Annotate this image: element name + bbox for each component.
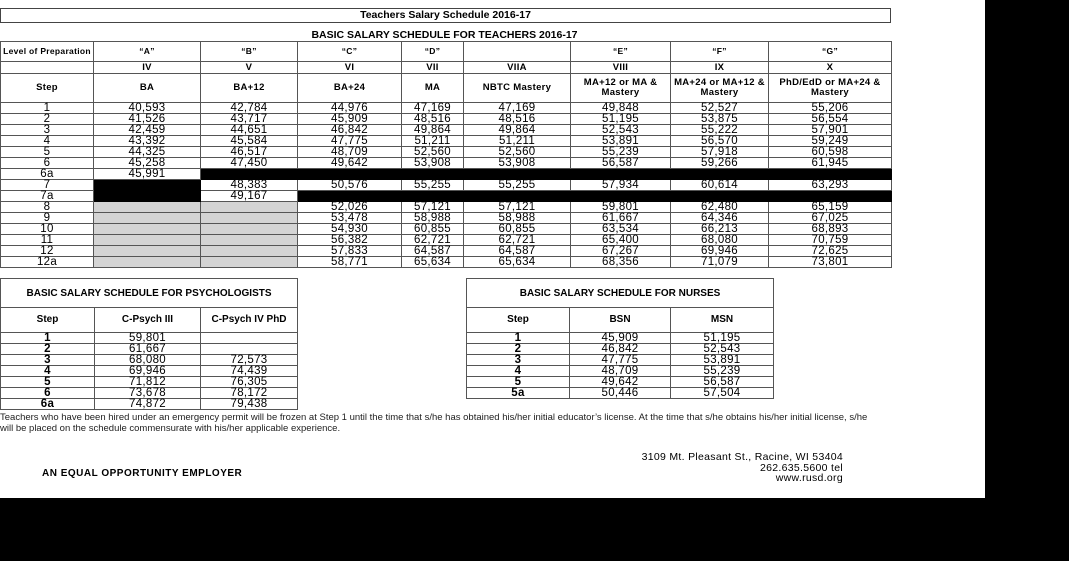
column-degree: BA+12: [201, 74, 298, 103]
salary-cell: 52,560: [464, 147, 571, 158]
salary-cell: 61,667: [571, 213, 671, 224]
salary-cell: 43,717: [201, 114, 298, 125]
column-letter: “F”: [671, 42, 769, 62]
level-of-preparation-label: Level of Preparation: [1, 42, 94, 62]
nurses-salary-table: [466, 278, 774, 399]
salary-cell: 57,918: [671, 147, 769, 158]
column-letter: “E”: [571, 42, 671, 62]
salary-cell: [201, 344, 298, 355]
salary-cell: 52,026: [298, 202, 402, 213]
table-row: [1, 366, 298, 377]
column-degree: PhD/EdD or MA+24 & Mastery: [769, 74, 892, 103]
column-roman-numeral: VIIA: [464, 62, 571, 74]
salary-cell: 56,570: [671, 136, 769, 147]
phone-line: 262.635.5600 tel: [759, 461, 843, 474]
salary-cell: 59,801: [571, 202, 671, 213]
table-row: [1, 191, 892, 202]
column-letter: “B”: [201, 42, 298, 62]
salary-cell: 71,079: [671, 257, 769, 268]
step-cell: 5: [1, 147, 94, 158]
salary-cell: 58,988: [464, 213, 571, 224]
salary-cell: 79,438: [201, 399, 298, 410]
psychologists-schedule-title: BASIC SALARY SCHEDULE FOR PSYCHOLOGISTS: [1, 279, 298, 308]
salary-cell: [201, 333, 298, 344]
salary-cell: 60,598: [769, 147, 892, 158]
column-header: Step: [467, 308, 570, 333]
column-degree: BA+24: [298, 74, 402, 103]
salary-cell: 64,587: [402, 246, 464, 257]
salary-cell: 48,516: [464, 114, 571, 125]
table-row: [1, 399, 298, 410]
unavailable-cell: [94, 224, 201, 235]
salary-cell: 46,842: [298, 125, 402, 136]
step-header: Step: [1, 74, 94, 103]
table-row: [467, 388, 774, 399]
unavailable-cell: [201, 235, 298, 246]
table-row: [1, 377, 298, 388]
column-letter: “C”: [298, 42, 402, 62]
table-row: [1, 388, 298, 399]
salary-cell: 53,908: [402, 158, 464, 169]
column-header: MSN: [671, 308, 774, 333]
table-row: [1, 344, 298, 355]
salary-cell: 78,172: [201, 388, 298, 399]
salary-cell: 57,121: [464, 202, 571, 213]
step-cell: 7: [1, 180, 94, 191]
salary-cell: 73,801: [769, 257, 892, 268]
salary-cell: 55,255: [464, 180, 571, 191]
step-cell: 5a: [467, 388, 570, 399]
salary-cell: 52,543: [571, 125, 671, 136]
step-cell: 3: [1, 355, 95, 366]
salary-cell: 51,195: [671, 333, 774, 344]
blacked-out-cell: [94, 191, 201, 202]
step-cell: 6: [1, 158, 94, 169]
salary-cell: 71,812: [95, 377, 201, 388]
salary-cell: 46,517: [201, 147, 298, 158]
equal-opportunity-statement: AN EQUAL OPPORTUNITY EMPLOYER: [42, 468, 243, 479]
salary-cell: 60,855: [402, 224, 464, 235]
column-roman-numeral: VII: [402, 62, 464, 74]
column-roman-numeral: VI: [298, 62, 402, 74]
salary-cell: 48,516: [402, 114, 464, 125]
salary-cell: 49,167: [201, 191, 298, 202]
salary-cell: 65,400: [571, 235, 671, 246]
salary-cell: 69,946: [95, 366, 201, 377]
salary-cell: 49,848: [571, 103, 671, 114]
salary-cell: 57,934: [571, 180, 671, 191]
salary-cell: 59,249: [769, 136, 892, 147]
salary-cell: 57,901: [769, 125, 892, 136]
step-cell: 10: [1, 224, 94, 235]
salary-cell: 56,587: [671, 377, 774, 388]
salary-cell: 68,356: [571, 257, 671, 268]
table-row: [467, 344, 774, 355]
table-row: [1, 147, 892, 158]
column-letter: “A”: [94, 42, 201, 62]
table-row: [467, 366, 774, 377]
table-row: [467, 333, 774, 344]
salary-cell: 52,527: [671, 103, 769, 114]
teachers-salary-table: [0, 41, 892, 268]
table-row: [1, 202, 892, 213]
salary-cell: 61,667: [95, 344, 201, 355]
roman-header-row: [1, 62, 892, 74]
salary-cell: 55,239: [571, 147, 671, 158]
salary-cell: 45,991: [94, 169, 201, 180]
column-degree: BA: [94, 74, 201, 103]
salary-cell: 54,930: [298, 224, 402, 235]
emergency-permit-note: Teachers who have been hired under an emergency permit will be frozen at Step 1 until the time that s/he has obtained his/her initial educator’s license. At the time that s/he obtains his/her initial license, s/he will be placed on the schedule commensurate with his/her applicable experience.: [0, 412, 868, 434]
district-contact: [520, 452, 843, 484]
blacked-out-cell: [201, 169, 892, 180]
salary-cell: 53,478: [298, 213, 402, 224]
salary-cell: 45,584: [201, 136, 298, 147]
salary-cell: 44,651: [201, 125, 298, 136]
salary-cell: 56,587: [571, 158, 671, 169]
step-cell: 1: [467, 333, 570, 344]
unavailable-cell: [94, 213, 201, 224]
table-row: [1, 180, 892, 191]
step-cell: 6a: [1, 399, 95, 410]
column-roman-numeral: IV: [94, 62, 201, 74]
table-row: [1, 333, 298, 344]
column-header: Step: [1, 308, 95, 333]
salary-cell: 55,239: [671, 366, 774, 377]
column-degree: MA: [402, 74, 464, 103]
salary-cell: 43,392: [94, 136, 201, 147]
salary-cell: 57,121: [402, 202, 464, 213]
step-cell: 12a: [1, 257, 94, 268]
salary-cell: 41,526: [94, 114, 201, 125]
table-row: [1, 114, 892, 125]
step-cell: 6: [1, 388, 95, 399]
step-cell: 1: [1, 333, 95, 344]
salary-cell: 46,842: [570, 344, 671, 355]
salary-cell: 63,534: [571, 224, 671, 235]
blank-header-cell: [1, 62, 94, 74]
step-cell: 8: [1, 202, 94, 213]
salary-cell: 45,258: [94, 158, 201, 169]
salary-cell: 60,614: [671, 180, 769, 191]
website-link[interactable]: www.rusd.org: [775, 472, 843, 484]
salary-cell: 58,988: [402, 213, 464, 224]
salary-cell: 48,709: [570, 366, 671, 377]
salary-cell: 65,634: [464, 257, 571, 268]
salary-cell: 42,459: [94, 125, 201, 136]
unavailable-cell: [94, 202, 201, 213]
step-cell: 12: [1, 246, 94, 257]
column-roman-numeral: V: [201, 62, 298, 74]
salary-cell: 51,211: [402, 136, 464, 147]
salary-cell: 72,625: [769, 246, 892, 257]
step-cell: 2: [467, 344, 570, 355]
column-letter: [464, 42, 571, 62]
salary-cell: 49,864: [402, 125, 464, 136]
column-degree: NBTC Mastery: [464, 74, 571, 103]
salary-cell: 64,346: [671, 213, 769, 224]
salary-cell: 76,305: [201, 377, 298, 388]
salary-cell: 68,080: [95, 355, 201, 366]
teachers-schedule-title: BASIC SALARY SCHEDULE FOR TEACHERS 2016-17: [311, 29, 578, 41]
salary-cell: 50,446: [570, 388, 671, 399]
column-header: C-Psych III: [95, 308, 201, 333]
salary-cell: 47,169: [402, 103, 464, 114]
salary-cell: 42,784: [201, 103, 298, 114]
salary-cell: 49,864: [464, 125, 571, 136]
step-cell: 4: [467, 366, 570, 377]
unavailable-cell: [201, 257, 298, 268]
degree-header-row: [1, 74, 892, 103]
salary-cell: 47,169: [464, 103, 571, 114]
column-letter: “D”: [402, 42, 464, 62]
salary-cell: 68,893: [769, 224, 892, 235]
step-cell: 5: [467, 377, 570, 388]
salary-cell: 62,721: [464, 235, 571, 246]
column-roman-numeral: X: [769, 62, 892, 74]
step-cell: 2: [1, 114, 94, 125]
salary-cell: 45,909: [570, 333, 671, 344]
column-header: C-Psych IV PhD: [201, 308, 298, 333]
salary-cell: 55,206: [769, 103, 892, 114]
column-degree: MA+24 or MA+12 & Mastery: [671, 74, 769, 103]
salary-cell: 62,721: [402, 235, 464, 246]
salary-cell: 44,325: [94, 147, 201, 158]
salary-cell: 66,213: [671, 224, 769, 235]
salary-cell: 50,576: [298, 180, 402, 191]
column-roman-numeral: VIII: [571, 62, 671, 74]
unavailable-cell: [201, 246, 298, 257]
salary-cell: 61,945: [769, 158, 892, 169]
salary-cell: 44,976: [298, 103, 402, 114]
salary-cell: 74,872: [95, 399, 201, 410]
salary-cell: 52,560: [402, 147, 464, 158]
salary-cell: 53,908: [464, 158, 571, 169]
unavailable-cell: [94, 235, 201, 246]
salary-cell: 67,267: [571, 246, 671, 257]
step-cell: 5: [1, 377, 95, 388]
salary-cell: 68,080: [671, 235, 769, 246]
table-row: [1, 224, 892, 235]
unavailable-cell: [94, 257, 201, 268]
salary-cell: 70,759: [769, 235, 892, 246]
step-cell: 3: [467, 355, 570, 366]
salary-cell: 53,875: [671, 114, 769, 125]
salary-cell: 47,450: [201, 158, 298, 169]
step-cell: 9: [1, 213, 94, 224]
salary-cell: 48,383: [201, 180, 298, 191]
table-row: [467, 377, 774, 388]
salary-cell: 74,439: [201, 366, 298, 377]
salary-cell: 47,775: [570, 355, 671, 366]
salary-cell: 73,678: [95, 388, 201, 399]
step-cell: 3: [1, 125, 94, 136]
salary-cell: 60,855: [464, 224, 571, 235]
unavailable-cell: [94, 246, 201, 257]
salary-cell: 58,771: [298, 257, 402, 268]
salary-cell: 51,195: [571, 114, 671, 125]
salary-cell: 57,504: [671, 388, 774, 399]
table-row: [1, 213, 892, 224]
column-roman-numeral: IX: [671, 62, 769, 74]
salary-cell: 48,709: [298, 147, 402, 158]
step-cell: 2: [1, 344, 95, 355]
step-cell: 4: [1, 366, 95, 377]
salary-cell: 56,382: [298, 235, 402, 246]
salary-cell: 49,642: [298, 158, 402, 169]
unavailable-cell: [201, 213, 298, 224]
document-title: Teachers Salary Schedule 2016-17: [0, 8, 891, 23]
unavailable-cell: [201, 202, 298, 213]
salary-cell: 56,554: [769, 114, 892, 125]
salary-cell: 55,255: [402, 180, 464, 191]
table-row: [1, 235, 892, 246]
salary-cell: 59,801: [95, 333, 201, 344]
table-row: [1, 125, 892, 136]
salary-cell: 67,025: [769, 213, 892, 224]
unavailable-cell: [201, 224, 298, 235]
table-row: [467, 355, 774, 366]
salary-cell: 51,211: [464, 136, 571, 147]
column-letter: “G”: [769, 42, 892, 62]
salary-cell: 69,946: [671, 246, 769, 257]
salary-cell: 65,159: [769, 202, 892, 213]
table-row: [1, 257, 892, 268]
salary-cell: 55,222: [671, 125, 769, 136]
salary-cell: 65,634: [402, 257, 464, 268]
table-row: [1, 103, 892, 114]
step-cell: 4: [1, 136, 94, 147]
step-cell: 6a: [1, 169, 94, 180]
salary-cell: 47,775: [298, 136, 402, 147]
salary-cell: 49,642: [570, 377, 671, 388]
step-cell: 1: [1, 103, 94, 114]
blacked-out-cell: [94, 180, 201, 191]
level-header-row: [1, 42, 892, 62]
table-row: [1, 136, 892, 147]
salary-cell: 53,891: [671, 355, 774, 366]
salary-cell: 72,573: [201, 355, 298, 366]
salary-cell: 57,833: [298, 246, 402, 257]
blacked-out-cell: [298, 191, 892, 202]
address-line: 3109 Mt. Pleasant St., Racine, WI 53404: [641, 451, 843, 463]
salary-cell: 63,293: [769, 180, 892, 191]
step-cell: 11: [1, 235, 94, 246]
table-row: [1, 158, 892, 169]
table-row: [1, 246, 892, 257]
salary-cell: 59,266: [671, 158, 769, 169]
step-cell: 7a: [1, 191, 94, 202]
nurses-schedule-title: BASIC SALARY SCHEDULE FOR NURSES: [467, 279, 774, 308]
salary-cell: 52,543: [671, 344, 774, 355]
salary-cell: 62,480: [671, 202, 769, 213]
table-row: [1, 355, 298, 366]
salary-cell: 45,909: [298, 114, 402, 125]
column-degree: MA+12 or MA & Mastery: [571, 74, 671, 103]
salary-cell: 64,587: [464, 246, 571, 257]
psychologists-salary-table: [0, 278, 298, 410]
salary-cell: 53,891: [571, 136, 671, 147]
table-row: [1, 169, 892, 180]
column-header: BSN: [570, 308, 671, 333]
salary-cell: 40,593: [94, 103, 201, 114]
